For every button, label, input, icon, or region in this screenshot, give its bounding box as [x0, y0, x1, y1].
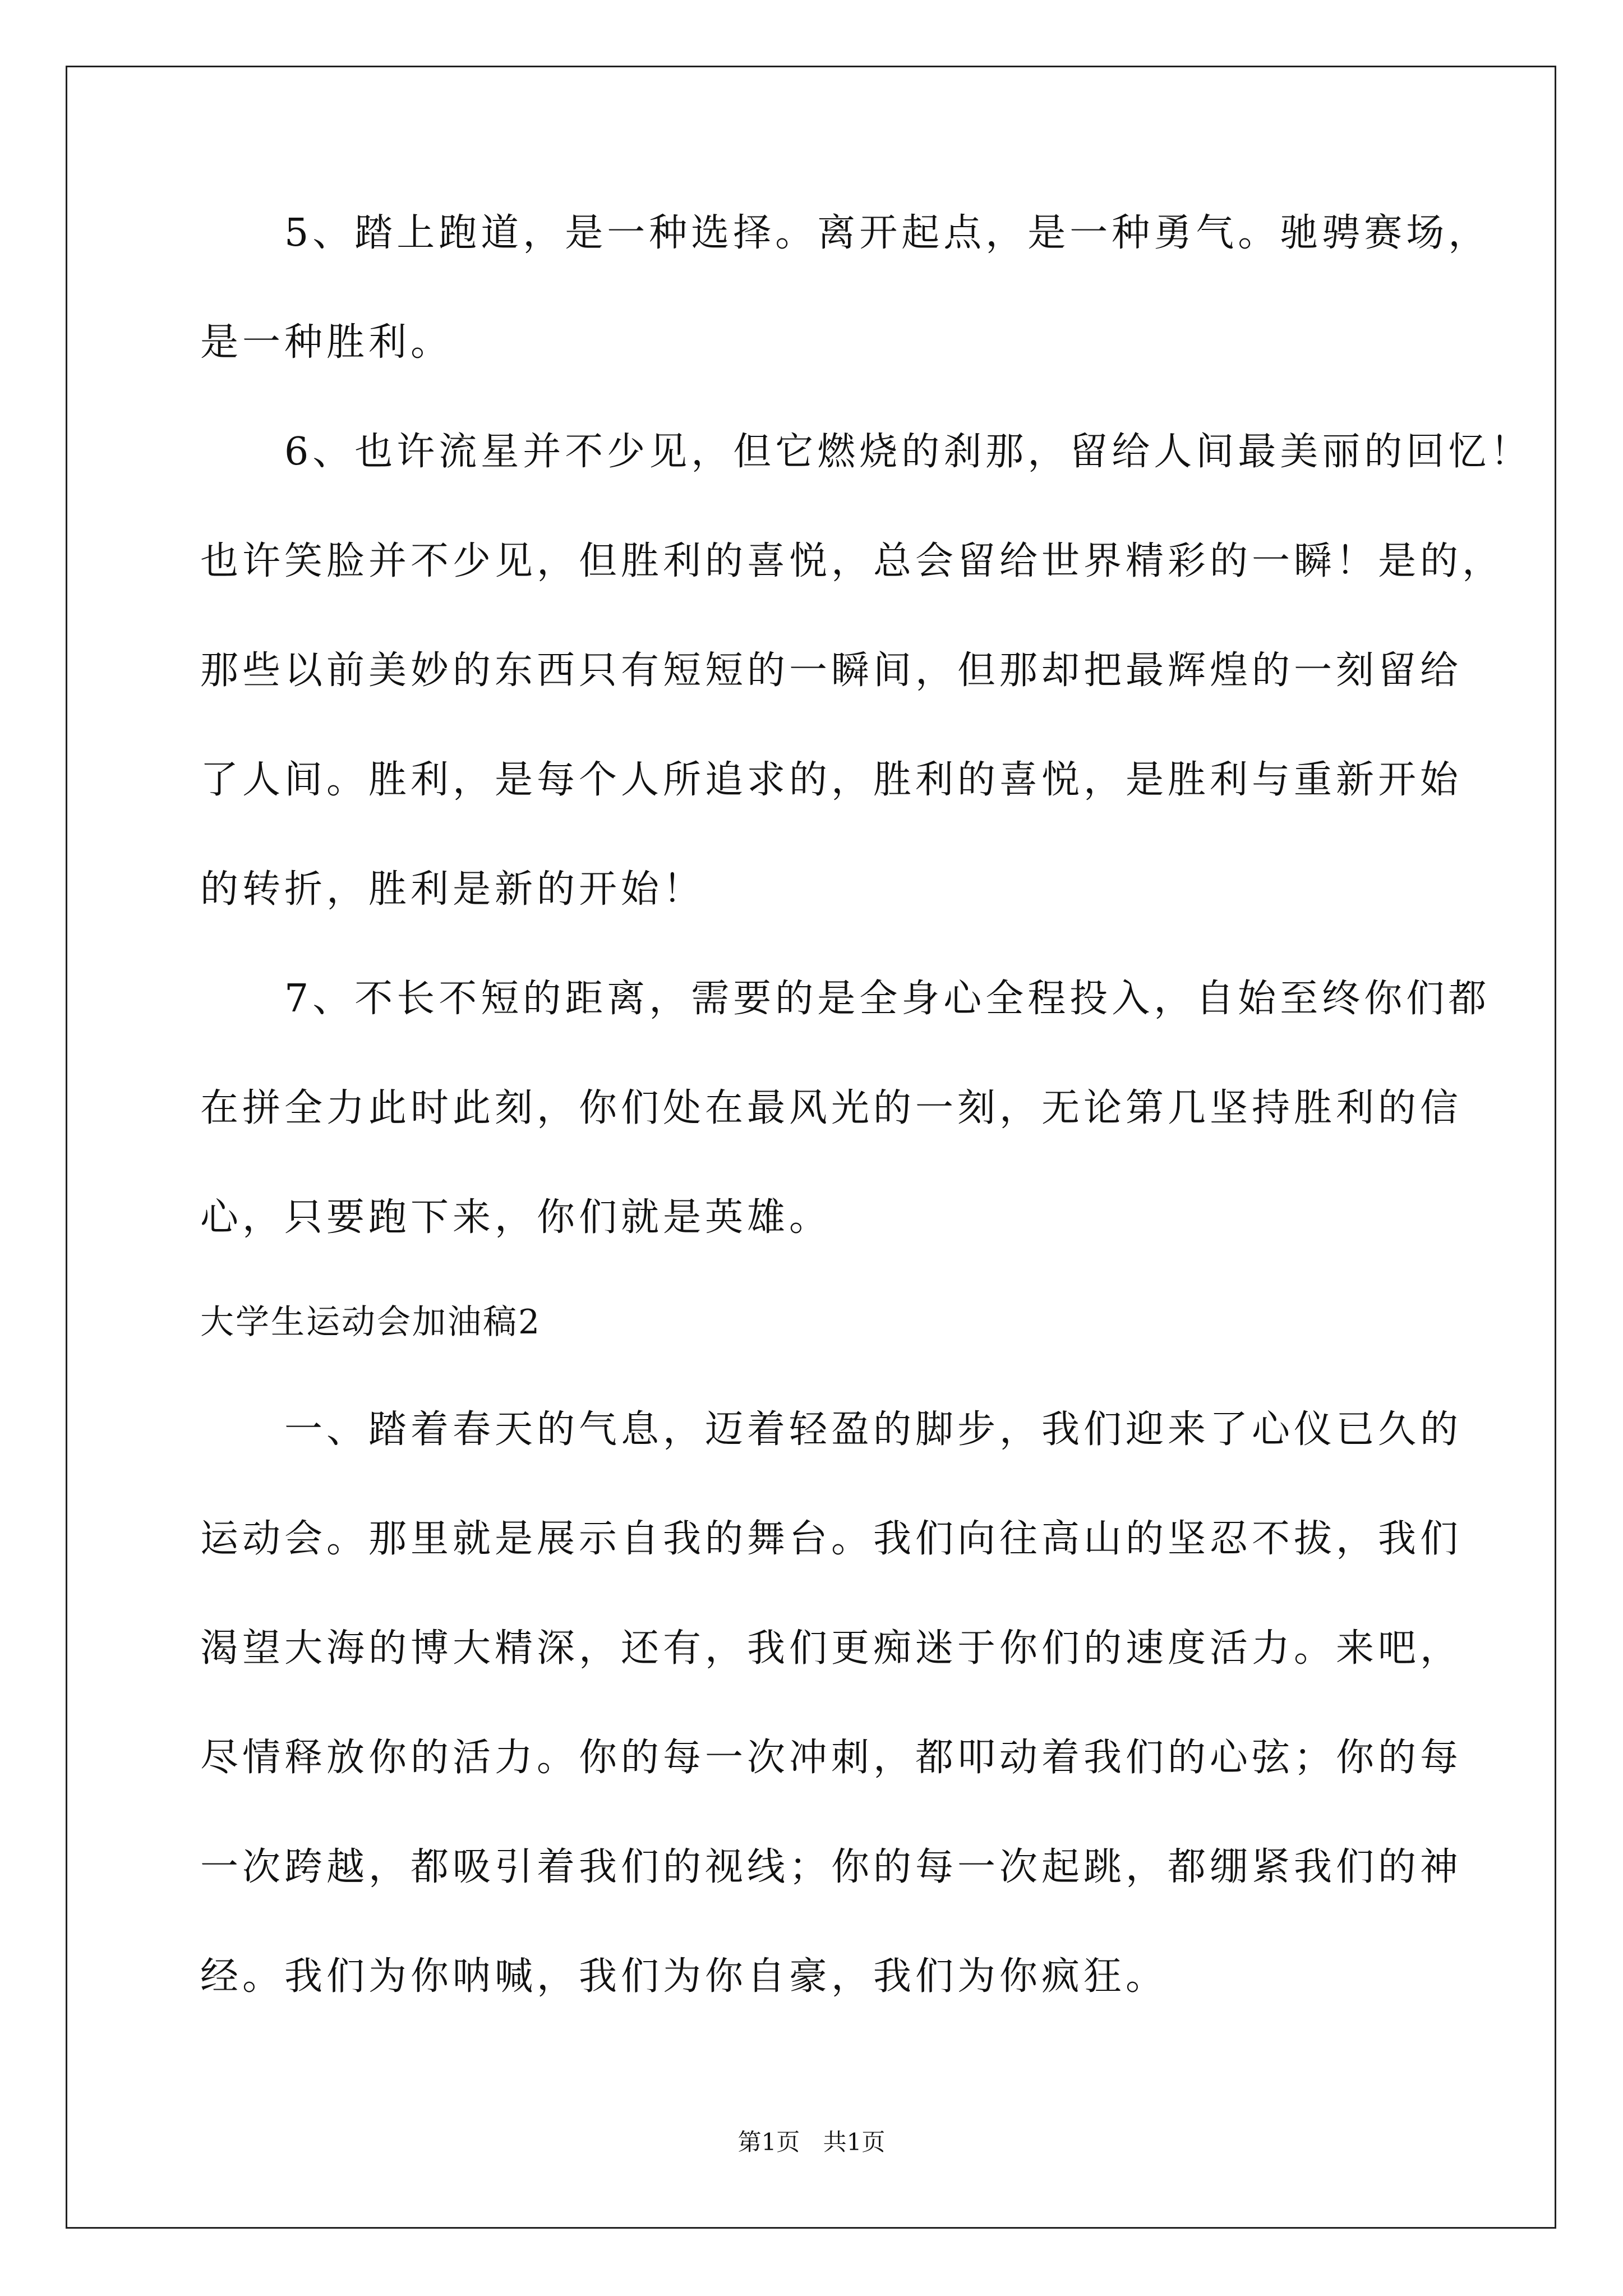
paragraph-line: 5、踏上跑道，是一种选择。离开起点，是一种勇气。驰骋赛场，: [200, 211, 1491, 255]
paragraph-line: 6、也许流星并不少见，但它燃烧的刹那，留给人间最美丽的回忆！: [200, 430, 1533, 474]
page-footer: [0, 2128, 1623, 2156]
paragraph-line: 了人间。胜利，是每个人所追求的，胜利的喜悦，是胜利与重新开始: [200, 758, 1463, 802]
paragraph-line: 运动会。那里就是展示自我的舞台。我们向往高山的坚忍不拔，我们: [200, 1517, 1463, 1561]
section-heading: 大学生运动会加油稿2: [200, 1303, 542, 1342]
paragraph-line: 经。我们为你呐喊，我们为你自豪，我们为你疯狂。: [200, 1954, 1168, 1999]
paragraph-line: 是一种胜利。: [200, 320, 453, 365]
paragraph-line: 在拼全力此时此刻，你们处在最风光的一刻，无论第几坚持胜利的信: [200, 1086, 1463, 1130]
page-number: 第1页: [737, 2128, 800, 2156]
paragraph-line: 渴望大海的博大精深，还有，我们更痴迷于你们的速度活力。来吧，: [200, 1626, 1463, 1671]
page-total: 共1页: [823, 2128, 886, 2156]
paragraph-line: 那些以前美妙的东西只有短短的一瞬间，但那却把最辉煌的一刻留给: [200, 648, 1463, 693]
paragraph-line: 尽情释放你的活力。你的每一次冲刺，都叩动着我们的心弦；你的每: [200, 1736, 1463, 1780]
paragraph-line: 的转折，胜利是新的开始！: [200, 867, 706, 912]
paragraph-line: 一次跨越，都吸引着我们的视线；你的每一次起跳，都绷紧我们的神: [200, 1845, 1463, 1889]
paragraph-line: 也许笑脸并不少见，但胜利的喜悦，总会留给世界精彩的一瞬！是的，: [200, 539, 1505, 583]
page-border: [66, 66, 1556, 2229]
paragraph-line: 心，只要跑下来，你们就是英雄。: [200, 1195, 832, 1240]
paragraph-line: 一、踏着春天的气息，迈着轻盈的脚步，我们迎来了心仪已久的: [200, 1407, 1463, 1452]
paragraph-line: 7、不长不短的距离，需要的是全身心全程投入，自始至终你们都: [200, 977, 1491, 1021]
